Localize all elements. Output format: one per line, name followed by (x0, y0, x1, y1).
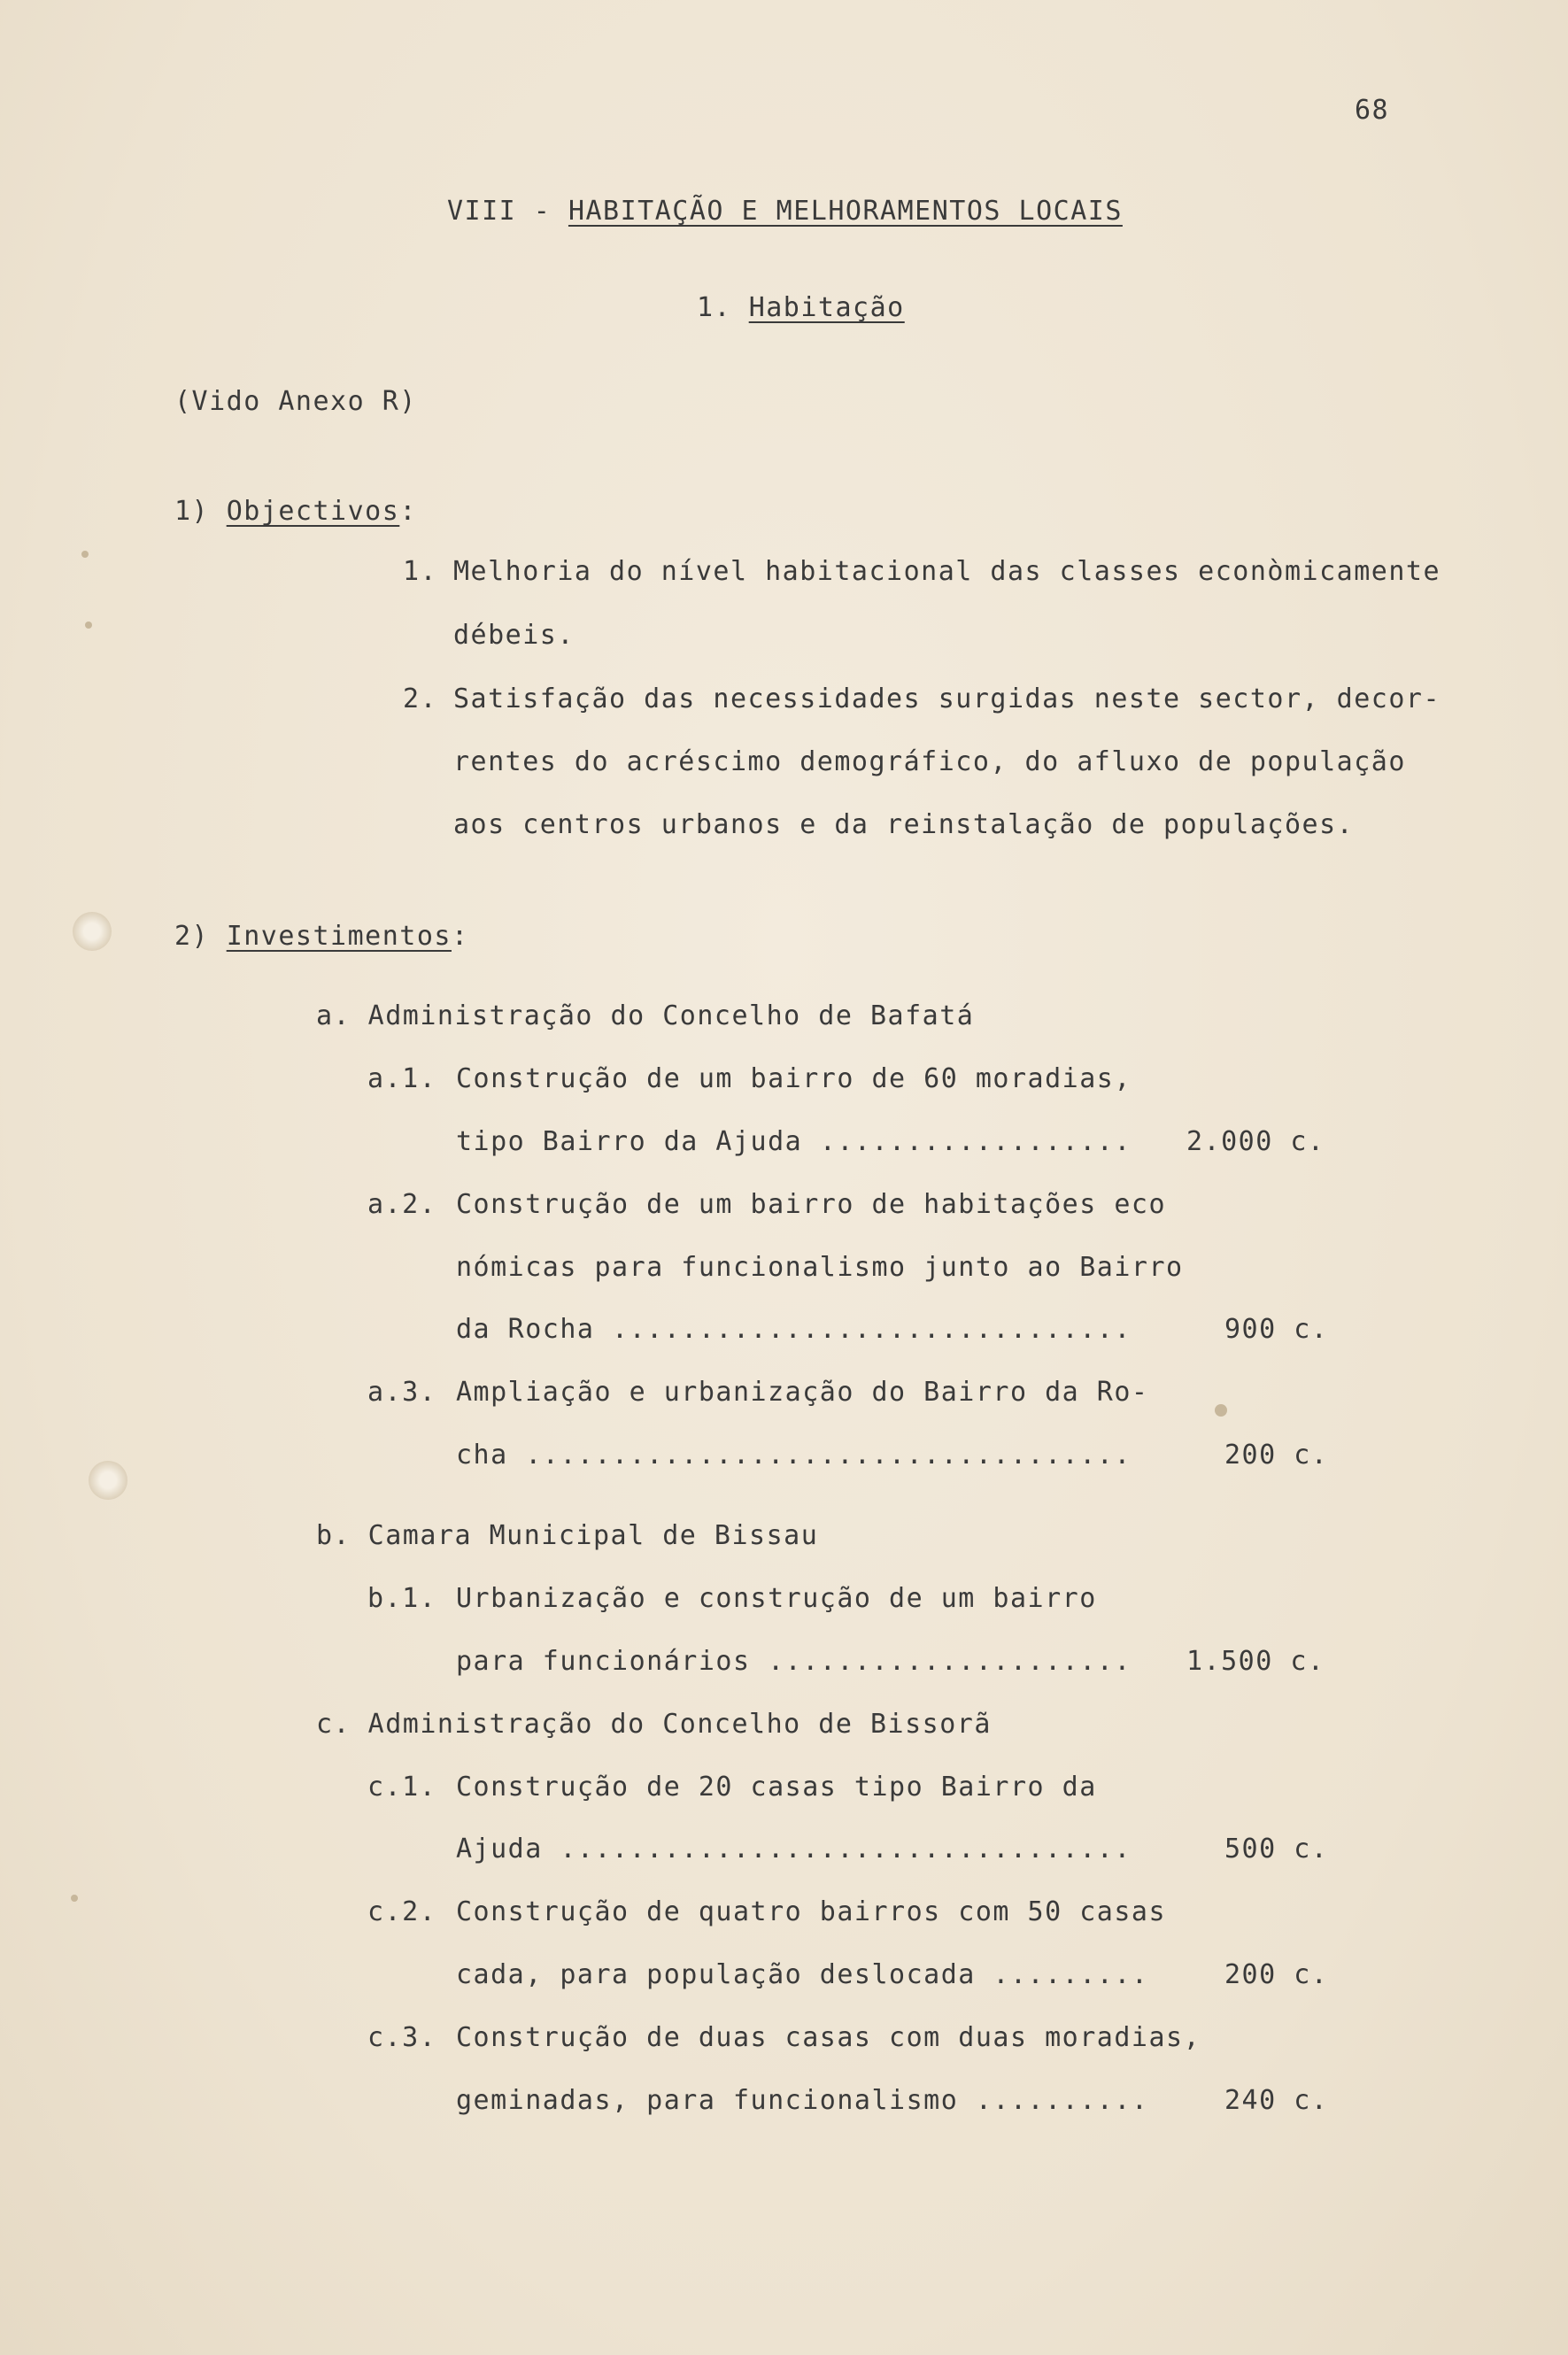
objective-2-number: 2. (403, 683, 438, 714)
objectives-label-colon: : (399, 496, 417, 527)
objective-2-line: Satisfação das necessidades surgidas neste sector, decor- (453, 683, 1441, 714)
item-c3-line: Construção de duas casas com duas moradias, (456, 2022, 1201, 2053)
investments-label-text: Investimentos (226, 921, 452, 952)
objective-2-line: aos centros urbanos e da reinstalação de populações. (453, 809, 1355, 840)
investments-label-colon: : (452, 921, 469, 952)
annex-reference: (Vido Anexo R) (174, 386, 417, 417)
section-a-title: a. Administração do Concelho de Bafatá (316, 1000, 975, 1031)
item-c2-number: c.2. (367, 1896, 437, 1927)
objectives-label-text: Objectivos (226, 496, 400, 527)
objective-1-number: 1. (403, 556, 438, 587)
item-a2-value: 900 c. (1224, 1314, 1329, 1345)
section-heading-prefix: VIII - (447, 196, 568, 227)
item-a2-line: da Rocha .............................. (456, 1314, 1132, 1345)
item-a3-line: Ampliação e urbanização do Bairro da Ro- (456, 1377, 1149, 1408)
subheading-number: 1. (697, 292, 732, 323)
page-number: 68 (1355, 95, 1390, 126)
item-a1-value: 2.000 c. (1186, 1126, 1325, 1157)
item-c1-value: 500 c. (1224, 1834, 1329, 1865)
objective-1-line: Melhoria do nível habitacional das classes econòmicamente (453, 556, 1441, 587)
item-a3-line: cha ................................... (456, 1440, 1132, 1471)
item-c1-number: c.1. (367, 1772, 437, 1803)
objectives-label (174, 496, 417, 528)
item-c2-value: 200 c. (1224, 1959, 1329, 1990)
item-c3-line: geminadas, para funcionalismo .......... (456, 2085, 1149, 2116)
investments-label-number: 2) (174, 921, 210, 952)
objective-1-line: débeis. (453, 620, 575, 651)
item-a2-line: nómicas para funcionalismo junto ao Bairro (456, 1252, 1184, 1283)
item-c2-line: Construção de quatro bairros com 50 casas (456, 1896, 1167, 1927)
section-c-title: c. Administração do Concelho de Bissorã (316, 1709, 992, 1740)
speck (85, 622, 92, 629)
binder-hole-bottom (89, 1461, 127, 1500)
item-c1-line: Ajuda ................................. (456, 1834, 1132, 1865)
item-a1-number: a.1. (367, 1063, 437, 1094)
item-c2-line: cada, para população deslocada ......... (456, 1959, 1149, 1990)
item-a3-value: 200 c. (1224, 1440, 1329, 1471)
item-a2-number: a.2. (367, 1189, 437, 1220)
item-b1-line: para funcionários ..................... (456, 1646, 1132, 1677)
objectives-label-number: 1) (174, 496, 210, 527)
item-b1-value: 1.500 c. (1186, 1646, 1325, 1677)
binder-hole-top (73, 912, 112, 951)
item-c1-line: Construção de 20 casas tipo Bairro da (456, 1772, 1097, 1803)
subheading (697, 292, 905, 324)
item-b1-line: Urbanização e construção de um bairro (456, 1583, 1097, 1614)
item-a3-number: a.3. (367, 1377, 437, 1408)
speck (71, 1895, 78, 1902)
section-b-title: b. Camara Municipal de Bissau (316, 1520, 819, 1551)
item-a1-line: tipo Bairro da Ajuda .................. (456, 1126, 1132, 1157)
section-heading (447, 196, 1123, 228)
investments-label (174, 921, 469, 953)
subheading-title: Habitação (748, 292, 905, 323)
item-c3-number: c.3. (367, 2022, 437, 2053)
objective-2-line: rentes do acréscimo demográfico, do afluxo de população (453, 746, 1406, 777)
speck (81, 551, 89, 558)
section-heading-title: HABITAÇÃO E MELHORAMENTOS LOCAIS (568, 196, 1123, 227)
item-a1-line: Construção de um bairro de 60 moradias, (456, 1063, 1132, 1094)
item-a2-line: Construção de um bairro de habitações eco (456, 1189, 1167, 1220)
speck (1215, 1404, 1227, 1417)
item-b1-number: b.1. (367, 1583, 437, 1614)
item-c3-value: 240 c. (1224, 2085, 1329, 2116)
